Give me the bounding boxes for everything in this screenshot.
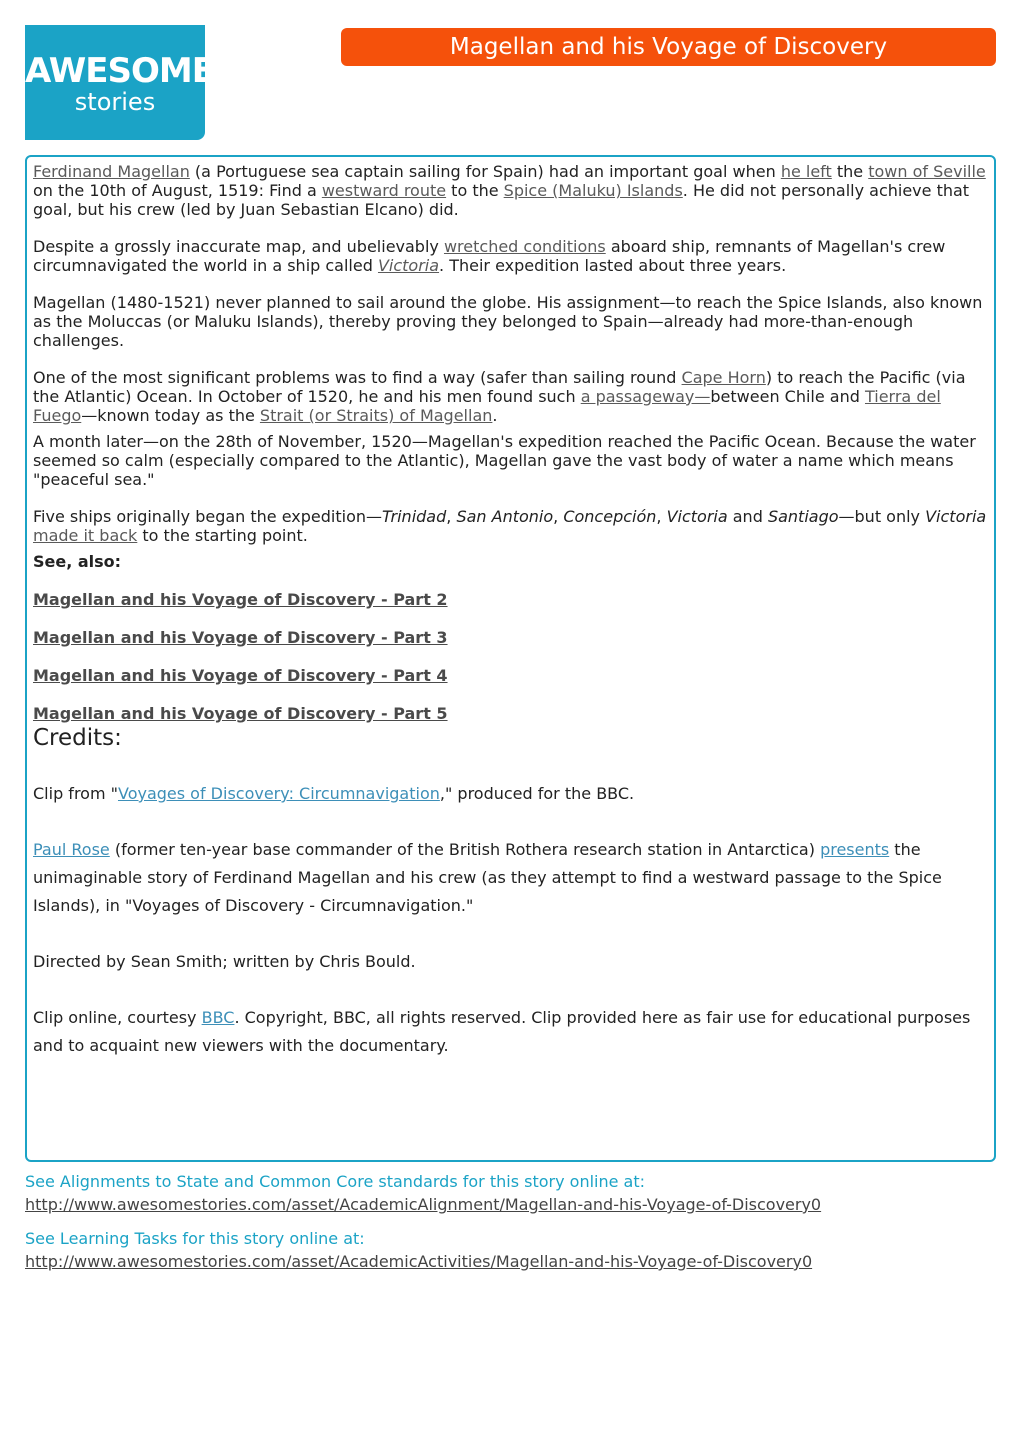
part-3-link[interactable]: Magellan and his Voyage of Discovery - Part 3 (33, 628, 448, 647)
alignments-label: See Alignments to State and Common Core standards for this story online at: (25, 1172, 646, 1191)
page-title: Magellan and his Voyage of Discovery (341, 28, 996, 66)
voyages-of-discovery-link[interactable]: Voyages of Discovery: Circumnavigation (117, 784, 440, 803)
paragraph-conditions: Despite a grossly inaccurate map, and ubelievably wretched conditions aboard ship, remnants of Magellan's crew circumnavigated the world in a ship called Victoria. Their expedition lasted about three years. (33, 237, 946, 275)
tierra-del-fuego-link[interactable]: Tierra del Fuego (33, 387, 941, 425)
he-left-link[interactable]: he left (780, 162, 832, 181)
presents-link[interactable]: presents (820, 840, 890, 859)
part-5-link[interactable]: Magellan and his Voyage of Discovery - Part 5 (33, 704, 448, 723)
part-4-link[interactable]: Magellan and his Voyage of Discovery - Part 4 (33, 666, 448, 685)
credit-courtesy: Clip online, courtesy BBC. Copyright, BBC, all rights reserved. Clip provided here as fair use for educational purposes and to acquaint new viewers with the documentary. (33, 1008, 971, 1055)
logo-line2: stories (74, 88, 156, 116)
awesome-stories-logo[interactable] (25, 25, 214, 140)
credit-presenter: Paul Rose (former ten-year base commander of the British Rothera research station in Antarctica) presents the unimaginable story of Ferdinand Magellan and his crew (as they attempt to find a westward passage to the Spice Islands), in "Voyages of Discovery - Circumnavigation." (33, 840, 942, 915)
alignments-url-link[interactable]: http://www.awesomestories.com/asset/AcademicAlignment/Magellan-and-his-Voyage-of-Discovery0 (25, 1195, 822, 1214)
paragraph-assignment: Magellan (1480-1521) never planned to sail around the globe. His assignment—to reach the Spice Islands, also known as the Moluccas (or Maluku Islands), thereby proving they belonged to Spain—already had more-than-enough challenges. (33, 293, 983, 350)
westward-route-link[interactable]: westward route (321, 181, 447, 200)
credits-heading: Credits: (33, 725, 122, 751)
paragraph-intro: Ferdinand Magellan (a Portuguese sea captain sailing for Spain) had an important goal when he left the town of Seville on the 10th of August, 1519: Find a westward route to the Spice (Maluku) Islands. He did not personally achieve that goal, but his crew (led by Juan Sebastian Elcano) did. (33, 162, 986, 219)
paragraph-pacific: A month later—on the 28th of November, 1520—Magellan's expedition reached the Pacific Ocean. Because the water seemed so calm (especially compared to the Atlantic), Magellan gave the vast body of water a name which means "peaceful sea." (33, 432, 976, 489)
ferdinand-magellan-link[interactable]: Ferdinand Magellan (33, 162, 190, 181)
learning-tasks-url-link[interactable]: http://www.awesomestories.com/asset/AcademicActivities/Magellan-and-his-Voyage-of-Discovery0 (25, 1252, 813, 1271)
part-2-link[interactable]: Magellan and his Voyage of Discovery - Part 2 (33, 590, 448, 609)
paragraph-ships: Five ships originally began the expedition—Trinidad, San Antonio, Concepción, Victoria and Santiago—but only Victoria made it back to the starting point. (33, 507, 987, 545)
bbc-link[interactable]: BBC (201, 1008, 235, 1027)
credit-directed: Directed by Sean Smith; written by Chris Bould. (33, 952, 416, 971)
paragraph-passage: One of the most significant problems was to find a way (safer than sailing round Cape Horn) to reach the Pacific (via the Atlantic) Ocean. In October of 1520, he and his men found such a passageway—between Chile and Tierra del Fuego—known today as the Strait (or Straits) of Magellan. (33, 368, 966, 425)
logo-line1: AWESOME (25, 51, 214, 91)
wretched-conditions-link[interactable]: wretched conditions (443, 237, 606, 256)
spice-islands-link[interactable]: Spice (Maluku) Islands (503, 181, 683, 200)
cape-horn-link[interactable]: Cape Horn (681, 368, 766, 387)
see-also-heading: See, also: (33, 552, 122, 571)
credit-clip: Clip from "Voyages of Discovery: Circumnavigation," produced for the BBC. (33, 784, 635, 803)
learning-tasks-label: See Learning Tasks for this story online at: (25, 1229, 365, 1248)
story-content-box (25, 155, 996, 1162)
strait-of-magellan-link[interactable]: Strait (or Straits) of Magellan (259, 406, 493, 425)
victoria-link[interactable]: Victoria (377, 256, 440, 275)
town-of-seville-link[interactable]: town of Seville (868, 162, 986, 181)
passageway-link[interactable]: a passageway— (580, 387, 711, 406)
paul-rose-link[interactable]: Paul Rose (33, 840, 110, 859)
made-it-back-link[interactable]: made it back (33, 526, 138, 545)
